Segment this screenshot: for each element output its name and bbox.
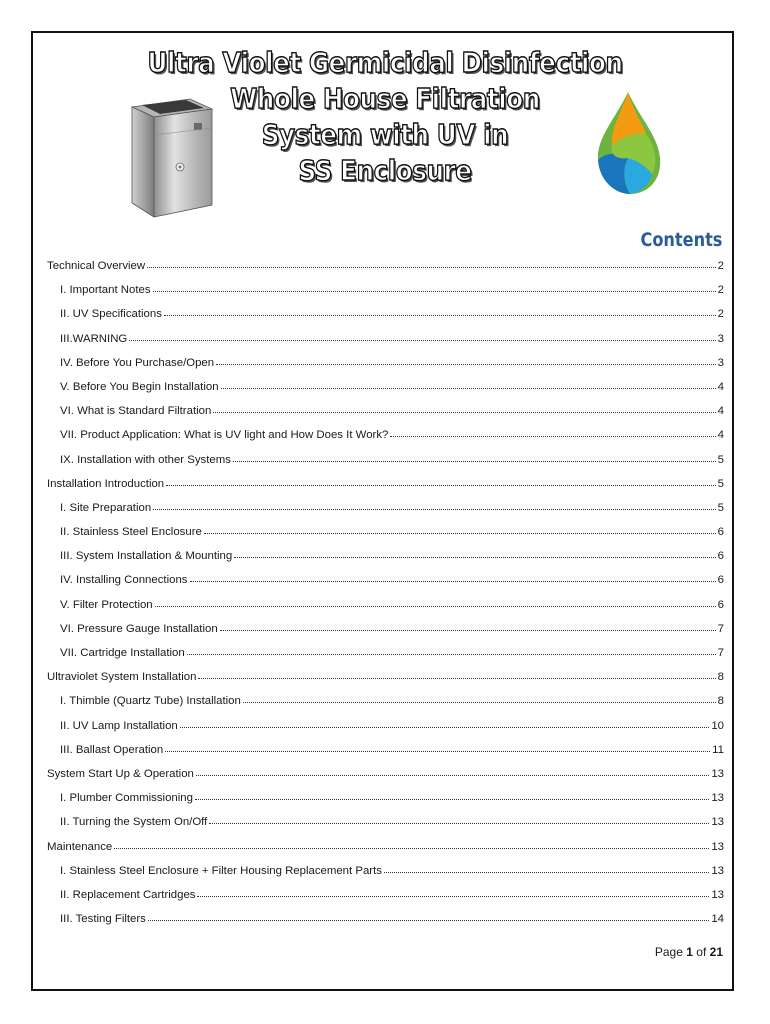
toc-dot-leader	[180, 719, 710, 728]
toc-entry-page: 6	[717, 574, 724, 587]
title-line-4: SS Enclosure	[298, 154, 472, 187]
toc-dot-leader	[166, 477, 716, 486]
toc-entry[interactable]	[47, 254, 724, 278]
toc-entry-page: 14	[711, 913, 724, 926]
toc-entry[interactable]	[47, 302, 724, 326]
toc-entry-page: 7	[717, 647, 724, 659]
title-line-3: System with UV in	[261, 118, 509, 151]
toc-entry[interactable]	[47, 907, 724, 931]
toc-entry-title: VI. What is Standard Filtration	[60, 405, 212, 418]
toc-entry-title: III. Testing Filters	[60, 913, 146, 926]
toc-entry-page: 5	[717, 453, 724, 466]
of-label: of	[696, 945, 707, 959]
toc-entry-page: 6	[717, 550, 724, 563]
toc-entry[interactable]	[47, 351, 724, 375]
toc-entry-page: 13	[711, 864, 724, 877]
toc-dot-leader	[165, 743, 710, 752]
toc-entry-title: II. Turning the System On/Off	[60, 816, 208, 829]
toc-entry-title: IV. Before You Purchase/Open	[60, 356, 215, 369]
toc-entry-page: 8	[717, 671, 724, 684]
stainless-steel-enclosure-image	[120, 95, 215, 220]
toc-dot-leader	[197, 888, 709, 897]
toc-entry[interactable]	[47, 810, 724, 834]
toc-dot-leader	[196, 767, 709, 776]
toc-entry-title: VII. Cartridge Installation	[60, 647, 185, 659]
toc-entry[interactable]	[47, 278, 724, 302]
toc-entry[interactable]	[47, 568, 724, 592]
toc-dot-leader	[190, 573, 716, 582]
toc-entry[interactable]	[47, 593, 724, 617]
toc-entry-title: II. Stainless Steel Enclosure	[60, 526, 202, 539]
toc-dot-leader	[148, 912, 709, 921]
toc-entry-page: 8	[717, 695, 724, 708]
toc-dot-leader	[147, 259, 716, 268]
toc-entry[interactable]	[47, 544, 724, 568]
toc-dot-leader	[213, 404, 715, 413]
toc-dot-leader	[114, 840, 709, 849]
toc-entry[interactable]	[47, 496, 724, 520]
toc-dot-leader	[164, 307, 716, 316]
page-number	[655, 945, 723, 959]
toc-entry[interactable]	[47, 520, 724, 544]
toc-entry[interactable]	[47, 883, 724, 907]
toc-dot-leader	[187, 646, 716, 655]
toc-dot-leader	[384, 864, 709, 873]
table-of-contents	[47, 254, 724, 931]
toc-entry-page: 4	[717, 429, 724, 442]
toc-entry[interactable]	[47, 665, 724, 689]
toc-entry-page: 5	[717, 501, 724, 514]
page-label: Page	[654, 945, 683, 959]
toc-dot-leader	[204, 525, 716, 534]
toc-entry[interactable]	[47, 786, 724, 810]
total-pages: 21	[709, 945, 723, 959]
toc-entry[interactable]	[47, 423, 724, 447]
toc-dot-leader	[195, 791, 709, 800]
toc-dot-leader	[220, 622, 716, 631]
toc-entry[interactable]	[47, 472, 724, 496]
toc-entry-title: VI. Pressure Gauge Installation	[60, 622, 218, 635]
toc-entry-title: I. Stainless Steel Enclosure + Filter Housing Replacement Parts	[60, 864, 382, 877]
toc-entry-title: Installation Introduction	[47, 477, 165, 490]
toc-entry-title: I. Site Preparation	[60, 501, 152, 514]
toc-entry-page: 2	[717, 260, 724, 272]
toc-entry-page: 13	[711, 816, 724, 829]
toc-entry-title: II. Replacement Cartridges	[60, 888, 196, 901]
toc-entry[interactable]	[47, 859, 724, 883]
toc-dot-leader	[234, 549, 715, 558]
toc-dot-leader	[390, 428, 715, 437]
toc-entry[interactable]	[47, 689, 724, 713]
toc-entry-title: II. UV Lamp Installation	[60, 719, 178, 732]
toc-entry-title: III. System Installation & Mounting	[60, 550, 233, 563]
toc-entry-title: Technical Overview	[47, 260, 146, 272]
toc-entry-page: 2	[717, 284, 724, 297]
toc-entry[interactable]	[47, 617, 724, 641]
toc-dot-leader	[153, 501, 715, 510]
toc-dot-leader	[129, 332, 715, 341]
toc-entry-title: I. Thimble (Quartz Tube) Installation	[60, 695, 241, 708]
toc-entry-page: 10	[711, 719, 724, 732]
toc-entry-title: IV. Installing Connections	[60, 574, 188, 587]
toc-entry[interactable]	[47, 762, 724, 786]
toc-dot-leader	[198, 670, 715, 679]
toc-entry[interactable]	[47, 714, 724, 738]
toc-entry-page: 4	[717, 405, 724, 418]
toc-dot-leader	[155, 598, 716, 607]
toc-entry-page: 13	[711, 888, 724, 901]
toc-entry-page: 3	[717, 332, 724, 345]
toc-entry[interactable]	[47, 327, 724, 351]
toc-entry-title: I. Plumber Commissioning	[60, 792, 193, 805]
water-drop-logo	[588, 88, 668, 198]
toc-entry-title: III. Ballast Operation	[60, 743, 164, 756]
toc-entry-page: 5	[717, 477, 724, 490]
toc-dot-leader	[216, 356, 716, 365]
toc-entry-page: 13	[711, 840, 724, 853]
toc-entry-page: 6	[717, 526, 724, 539]
toc-entry-page: 13	[711, 792, 724, 805]
toc-entry-page: 13	[711, 767, 724, 780]
toc-entry-title: V. Before You Begin Installation	[60, 380, 219, 393]
toc-dot-leader	[221, 380, 716, 389]
toc-entry-title: System Start Up & Operation	[47, 767, 194, 780]
toc-entry[interactable]	[47, 448, 724, 472]
toc-entry[interactable]	[47, 375, 724, 399]
title-line-1: Ultra Violet Germicidal Disinfection	[147, 46, 623, 79]
toc-entry-title: Maintenance	[47, 840, 113, 853]
toc-entry-title: Ultraviolet System Installation	[47, 671, 197, 684]
toc-entry[interactable]	[47, 835, 724, 859]
title-line-2: Whole House Filtration	[230, 82, 540, 115]
toc-entry-page: 2	[717, 308, 724, 321]
toc-entry[interactable]	[47, 399, 724, 423]
toc-entry[interactable]	[47, 738, 724, 762]
toc-entry-page: 6	[717, 598, 724, 611]
toc-entry-page: 11	[712, 743, 724, 756]
toc-entry[interactable]	[47, 641, 724, 665]
toc-dot-leader	[153, 283, 716, 292]
toc-entry-title: I. Important Notes	[60, 284, 151, 297]
toc-dot-leader	[233, 453, 716, 462]
toc-dot-leader	[243, 694, 716, 703]
toc-entry-page: 7	[717, 622, 724, 635]
toc-entry-title: VII. Product Application: What is UV light and How Does It Work?	[60, 429, 389, 442]
toc-entry-page: 4	[717, 380, 724, 393]
toc-entry-title: II. UV Specifications	[60, 308, 162, 321]
toc-entry-title: V. Filter Protection	[60, 598, 153, 611]
toc-entry-page: 3	[717, 356, 724, 369]
toc-entry-title: III.WARNING	[60, 332, 128, 345]
toc-dot-leader	[209, 815, 709, 824]
current-page: 1	[686, 945, 693, 959]
contents-heading: Contents	[640, 229, 722, 251]
toc-entry-title: IX. Installation with other Systems	[60, 453, 231, 466]
